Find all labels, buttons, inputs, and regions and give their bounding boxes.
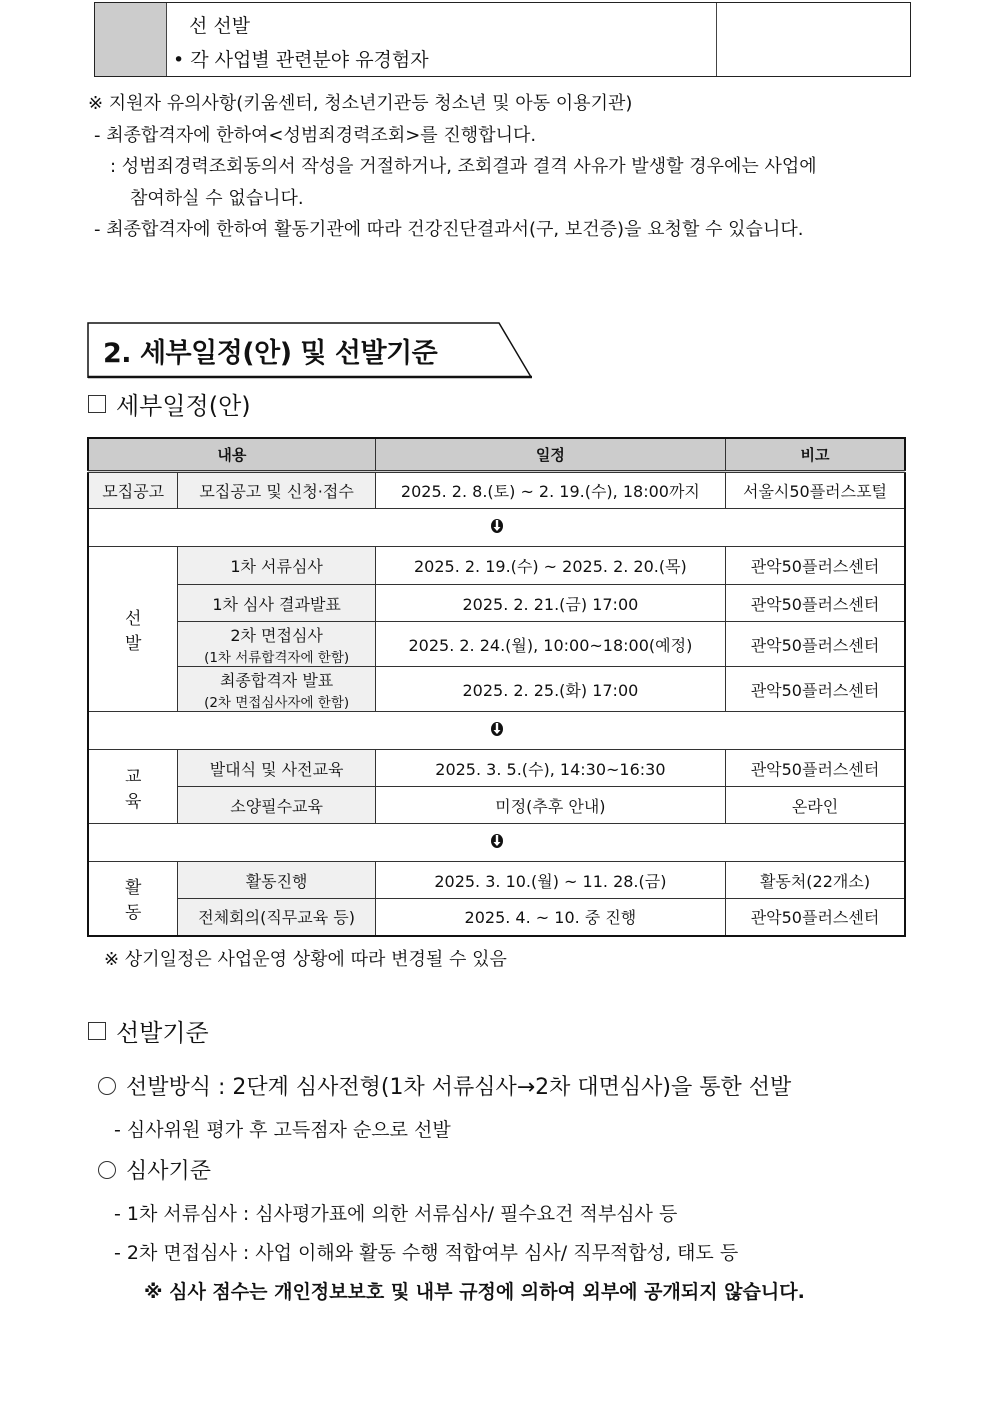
item-title: 최종합격자 발표 — [219, 670, 334, 690]
note-cell: 관악50플러스센터 — [726, 899, 906, 936]
note-cell: 관악50플러스센터 — [726, 750, 906, 787]
selection-method — [98, 1070, 791, 1101]
notes-item: - 최종합격자에 한하여 활동기관에 따라 건강진단결과서(구, 보건증)을 요청할 수 있습니다. — [94, 219, 804, 240]
notes-item: : 성범죄경력조회동의서 작성을 거절하거나, 조회결과 결격 사유가 발생할 경우에는 사업에 — [110, 156, 817, 177]
item-cell — [178, 667, 375, 712]
schedule-heading — [88, 386, 251, 421]
qualification-cell — [167, 3, 717, 76]
note-cell: 서울시50플러스포털 — [726, 472, 906, 509]
group-cell: 모집공고 — [88, 472, 178, 509]
arrow-row — [88, 824, 905, 862]
table-row — [88, 862, 905, 899]
note-cell — [717, 3, 910, 76]
group-cell: 선발 — [88, 547, 178, 712]
evaluation-standard — [98, 1154, 211, 1185]
item-title: 2차 면접심사 — [230, 625, 323, 645]
header-content: 내용 — [88, 438, 375, 472]
date-cell: 2025. 2. 21.(금) 17:00 — [375, 585, 725, 622]
item-cell: 활동진행 — [178, 862, 375, 899]
circle-bullet-icon — [98, 1077, 116, 1095]
selection-method-detail: - 심사위원 평가 후 고득점자 순으로 선발 — [114, 1119, 451, 1141]
arrow-row — [88, 712, 905, 750]
top-qualification-table — [94, 2, 911, 77]
checkbox-square-icon — [88, 1022, 106, 1040]
table-row — [88, 899, 905, 936]
down-arrow-icon — [490, 721, 504, 737]
table-row — [88, 667, 905, 712]
note-cell: 관악50플러스센터 — [726, 667, 906, 712]
item-cell: 1차 서류심사 — [178, 547, 375, 585]
date-cell: 2025. 2. 8.(토) ~ 2. 19.(수), 18:00까지 — [375, 472, 725, 509]
qualification-bullet: • 각 사업별 관련분야 유경험자 — [173, 49, 429, 71]
table-header-row — [88, 438, 905, 472]
arrow-row — [88, 509, 905, 547]
item-cell: 소양필수교육 — [178, 787, 375, 824]
down-arrow-icon — [490, 833, 504, 849]
table-row — [88, 622, 905, 667]
circle-bullet-icon — [98, 1161, 116, 1179]
down-arrow-icon — [490, 518, 504, 534]
note-cell: 관악50플러스센터 — [726, 547, 906, 585]
item-subtitle: (2차 면접심사자에 한함) — [204, 694, 350, 711]
schedule-heading-text: 세부일정(안) — [116, 392, 251, 420]
applicant-notes — [88, 88, 918, 246]
section-title: 2. 세부일정(안) 및 선발기준 — [103, 338, 438, 369]
date-cell: 미정(추후 안내) — [375, 787, 725, 824]
note-cell: 관악50플러스센터 — [726, 585, 906, 622]
note-cell: 관악50플러스센터 — [726, 622, 906, 667]
item-cell: 발대식 및 사전교육 — [178, 750, 375, 787]
qualification-line: 선 선발 — [189, 15, 251, 37]
criteria-heading-text: 선발기준 — [116, 1019, 209, 1047]
score-disclosure-notice: ※ 심사 점수는 개인정보보호 및 내부 규정에 의하여 외부에 공개되지 않습니다. — [144, 1281, 805, 1303]
item-cell: 모집공고 및 신청·접수 — [178, 472, 375, 509]
item-cell: 전체회의(직무교육 등) — [178, 899, 375, 936]
notes-item: 참여하실 수 없습니다. — [130, 187, 304, 209]
selection-method-text: 선발방식 : 2단계 심사전형(1차 서류심사→2차 대면심사)을 통한 선발 — [126, 1075, 792, 1100]
section-title-box — [87, 322, 532, 378]
date-cell: 2025. 4. ~ 10. 중 진행 — [375, 899, 725, 936]
date-cell: 2025. 2. 25.(화) 17:00 — [375, 667, 725, 712]
schedule-table — [87, 437, 906, 937]
group-cell: 활동 — [88, 862, 178, 936]
standard-item: - 2차 면접심사 : 사업 이해와 활동 수행 적합여부 심사/ 직무적합성, 태도 등 — [114, 1242, 739, 1264]
item-cell — [178, 622, 375, 667]
item-subtitle: (1차 서류합격자에 한함) — [204, 649, 350, 666]
schedule-footnote: ※ 상기일정은 사업운영 상황에 따라 변경될 수 있음 — [104, 949, 507, 970]
note-cell: 활동처(22개소) — [726, 862, 906, 899]
group-cell: 교육 — [88, 750, 178, 824]
header-schedule: 일정 — [375, 438, 725, 472]
table-row — [88, 472, 905, 509]
table-row — [88, 787, 905, 824]
date-cell: 2025. 3. 5.(수), 14:30~16:30 — [375, 750, 725, 787]
standard-item: - 1차 서류심사 : 심사평가표에 의한 서류심사/ 필수요건 적부심사 등 — [114, 1203, 678, 1225]
label-cell — [95, 3, 167, 76]
criteria-heading — [88, 1013, 209, 1048]
date-cell: 2025. 2. 19.(수) ~ 2025. 2. 20.(목) — [375, 547, 725, 585]
date-cell: 2025. 3. 10.(월) ~ 11. 28.(금) — [375, 862, 725, 899]
header-note: 비고 — [726, 438, 906, 472]
note-cell: 온라인 — [726, 787, 906, 824]
notes-item: - 최종합격자에 한하여<성범죄경력조회>를 진행합니다. — [94, 124, 537, 146]
date-cell: 2025. 2. 24.(월), 10:00~18:00(예정) — [375, 622, 725, 667]
table-row — [88, 547, 905, 585]
evaluation-standard-text: 심사기준 — [126, 1159, 212, 1184]
table-row — [88, 750, 905, 787]
item-cell: 1차 심사 결과발표 — [178, 585, 375, 622]
notes-title: ※ 지원자 유의사항(키움센터, 청소년기관등 청소년 및 아동 이용기관) — [88, 93, 633, 114]
checkbox-square-icon — [88, 395, 106, 413]
table-row — [88, 585, 905, 622]
